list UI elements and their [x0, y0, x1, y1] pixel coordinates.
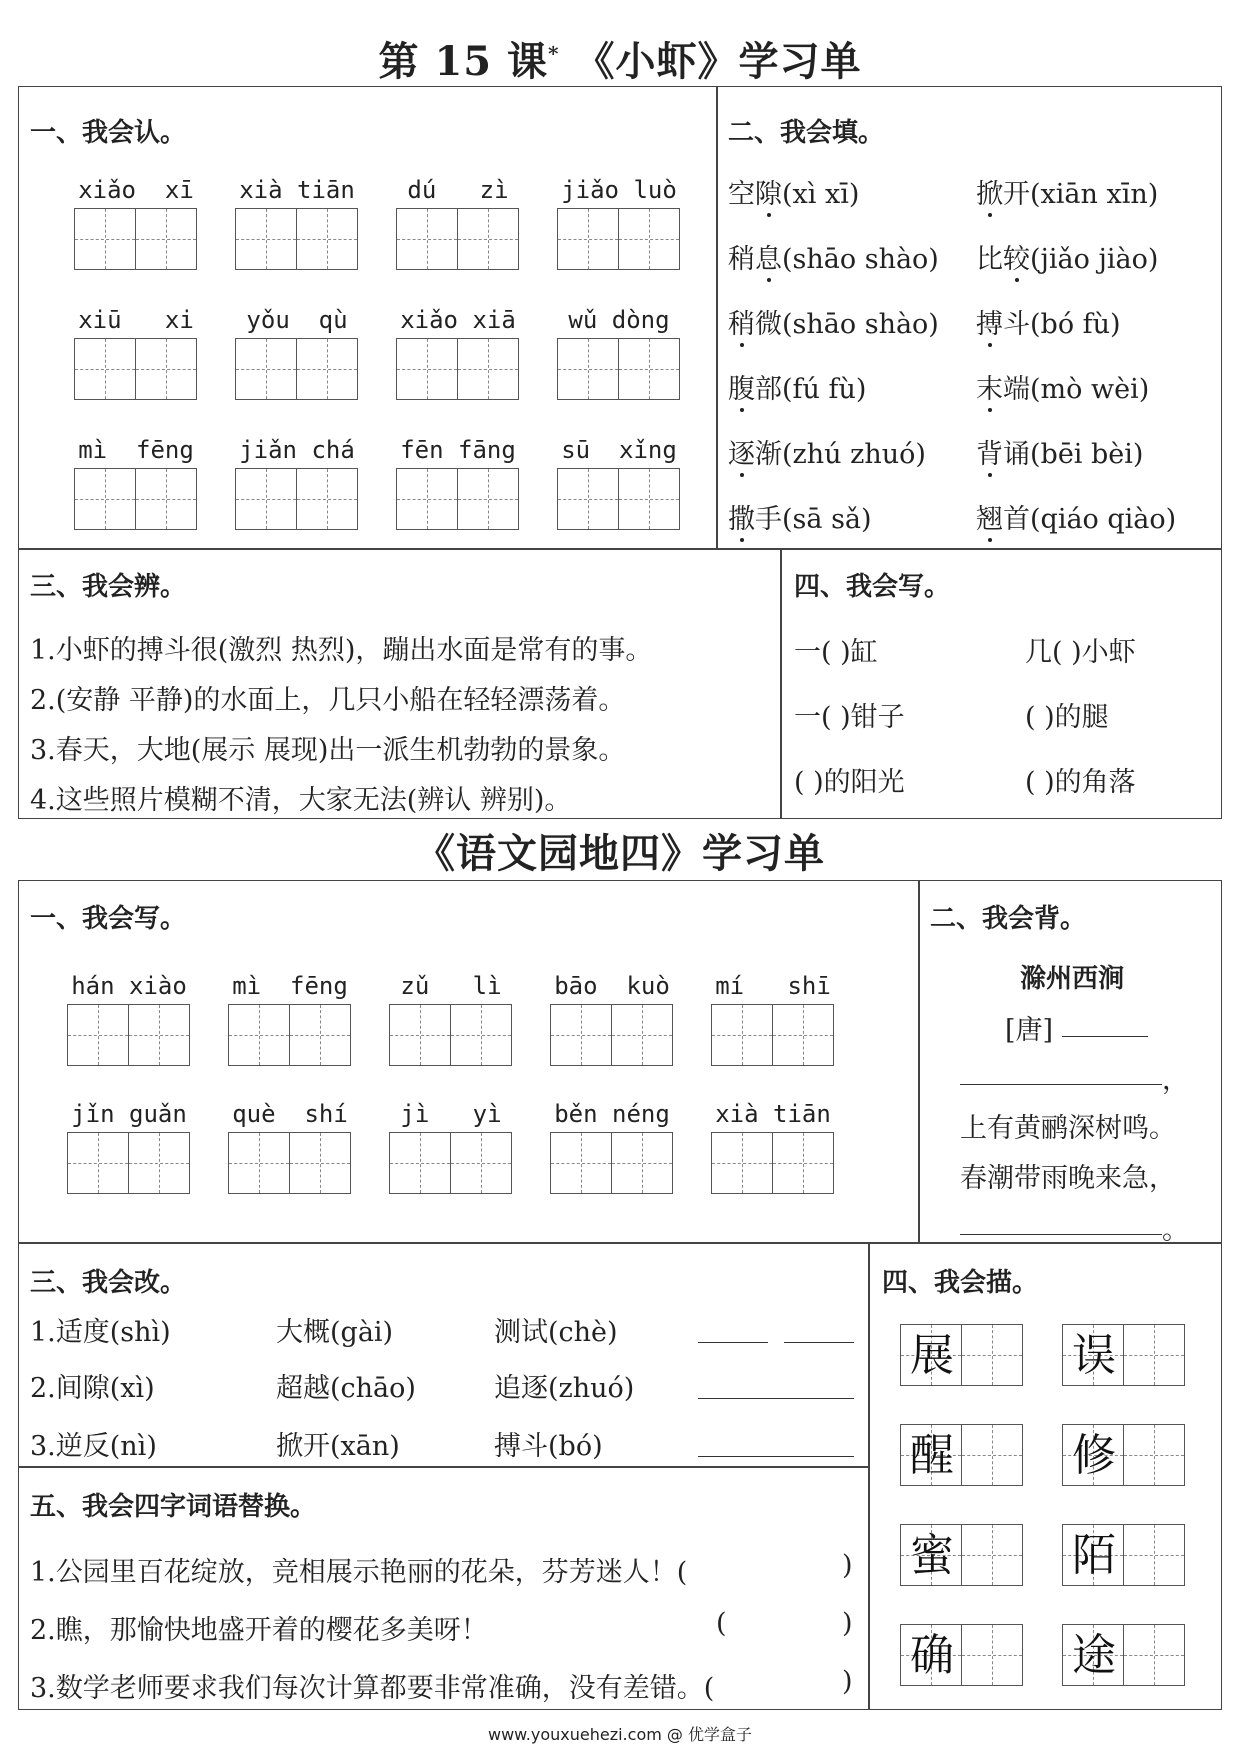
correct-item: 1.适度(shì)	[30, 1317, 171, 1348]
fill-dotted-char: 逐	[728, 432, 755, 471]
tianzige-cell[interactable]	[74, 208, 136, 270]
tianzige-cell[interactable]	[711, 1004, 773, 1066]
tianzige-cell[interactable]	[396, 468, 458, 530]
pinyin-label: mì fēng	[78, 436, 194, 464]
pinyin-label: sū xǐng	[561, 436, 677, 464]
fill-dotted-char: 搏	[976, 302, 1003, 341]
divider	[918, 880, 920, 1243]
fill-dotted-char: 末	[976, 367, 1003, 406]
tianzige-cell[interactable]	[228, 1004, 290, 1066]
tianzige-cell[interactable]	[289, 1004, 351, 1066]
poem-author-blank[interactable]	[1062, 1036, 1148, 1037]
fill-dotted-char: 息	[755, 237, 782, 276]
fill-item	[976, 172, 1158, 211]
section-heading: 一、我会写。	[30, 904, 187, 934]
pinyin-label: jiǎo luò	[561, 176, 677, 204]
tianzige-box[interactable]	[389, 1132, 512, 1194]
tianzige-cell[interactable]	[1123, 1524, 1185, 1586]
pinyin-label: dú zì	[407, 176, 509, 204]
fill-char: 空	[728, 179, 755, 210]
tianzige-cell[interactable]	[961, 1524, 1023, 1586]
trace-char: 修	[1072, 1430, 1116, 1481]
pinyin-label: wǔ dòng	[568, 306, 670, 334]
tianzige-cell[interactable]	[135, 468, 197, 530]
tianzige-cell[interactable]	[135, 208, 197, 270]
fill-item	[976, 497, 1176, 536]
poem-dynasty: [唐]	[1005, 1015, 1054, 1046]
pinyin-label: xià tiān	[239, 176, 355, 204]
tianzige-cell[interactable]	[550, 1132, 612, 1194]
tianzige-cell[interactable]	[900, 1424, 962, 1486]
answer-blank[interactable]	[698, 1342, 768, 1343]
fill-dotted-char: 撒	[728, 497, 755, 536]
fill-item	[728, 497, 872, 536]
tianzige-cell[interactable]	[67, 1004, 129, 1066]
fill-dotted-char: 翘	[976, 497, 1003, 536]
tianzige-cell[interactable]	[289, 1132, 351, 1194]
tianzige-box[interactable]	[396, 338, 519, 400]
fill-options: (shāo shào)	[782, 244, 939, 275]
trace-char: 途	[1072, 1630, 1116, 1681]
sheet1-title	[0, 30, 1240, 87]
tianzige-cell[interactable]	[235, 338, 297, 400]
pinyin-label: bāo kuò	[554, 972, 670, 1000]
tianzige-cell[interactable]	[557, 338, 619, 400]
pinyin-label: jì yì	[400, 1100, 502, 1128]
tianzige-cell[interactable]	[711, 1132, 773, 1194]
fill-char: 稍	[728, 244, 755, 275]
tianzige-box[interactable]	[557, 468, 680, 530]
tianzige-cell[interactable]	[772, 1132, 834, 1194]
paren-open: (	[716, 1608, 727, 1639]
pinyin-label: yǒu qù	[246, 306, 348, 334]
divider	[780, 548, 782, 819]
tianzige-cell[interactable]	[228, 1132, 290, 1194]
fill-item	[728, 367, 866, 406]
tianzige-box[interactable]	[396, 468, 519, 530]
section-heading: 五、我会四字词语替换。	[30, 1492, 317, 1522]
tianzige-box[interactable]	[389, 1004, 512, 1066]
poem-line: 上有黄鹂深树鸣。	[960, 1113, 1176, 1144]
tianzige-box[interactable]	[228, 1004, 351, 1066]
write-item: ( )的腿	[1025, 702, 1109, 733]
pinyin-label: mì fēng	[232, 972, 348, 1000]
correct-item: 搏斗(bó)	[494, 1431, 603, 1462]
tianzige-cell[interactable]	[1123, 1424, 1185, 1486]
section-heading: 二、我会背。	[930, 904, 1087, 934]
tianzige-cell[interactable]	[1123, 1624, 1185, 1686]
title-name: 《小虾》学习单	[574, 38, 862, 85]
replace-line: 2.瞧，那愉快地盛开着的樱花多美呀！	[30, 1615, 488, 1646]
pinyin-label: xià tiān	[715, 1100, 831, 1128]
tianzige-cell[interactable]	[296, 208, 358, 270]
tianzige-box[interactable]	[711, 1004, 834, 1066]
paren-close: )	[842, 1608, 853, 1639]
tianzige-cell[interactable]	[961, 1324, 1023, 1386]
fill-dotted-char: 背	[976, 432, 1003, 471]
tianzige-cell[interactable]	[457, 468, 519, 530]
write-item: ( )的阳光	[794, 767, 905, 798]
trace-char: 展	[910, 1330, 954, 1381]
fill-item	[728, 432, 926, 471]
paren-close: )	[842, 1666, 853, 1697]
answer-blank[interactable]	[698, 1456, 854, 1457]
fill-item	[976, 432, 1143, 471]
tianzige-cell[interactable]	[772, 1004, 834, 1066]
trace-char: 确	[910, 1630, 954, 1681]
trace-box[interactable]	[1062, 1624, 1185, 1686]
distinguish-line: 1.小虾的搏斗很(激烈 热烈)，蹦出水面是常有的事。	[30, 635, 653, 666]
tianzige-box[interactable]	[557, 208, 680, 270]
fill-item	[728, 302, 939, 341]
divider	[18, 548, 1222, 550]
tianzige-cell[interactable]	[1062, 1524, 1124, 1586]
tianzige-cell[interactable]	[961, 1424, 1023, 1486]
tianzige-cell[interactable]	[557, 468, 619, 530]
fill-item	[728, 172, 859, 211]
fill-options: 渐(zhú zhuó)	[755, 439, 926, 470]
footer: www.youxuehezi.com @ 优学盒子	[488, 1725, 752, 1744]
section-heading: 二、我会填。	[728, 118, 885, 148]
tianzige-cell[interactable]	[1062, 1324, 1124, 1386]
fill-dotted-char: 较	[1003, 237, 1030, 276]
fill-item	[728, 237, 939, 276]
tianzige-cell[interactable]	[1062, 1424, 1124, 1486]
tianzige-cell[interactable]	[128, 1004, 190, 1066]
correct-item: 3.逆反(nì)	[30, 1431, 157, 1462]
trace-char: 蜜	[910, 1530, 954, 1581]
tianzige-box[interactable]	[557, 338, 680, 400]
fill-options: (jiǎo jiào)	[1030, 244, 1159, 275]
pinyin-label: jǐn guǎn	[71, 1100, 187, 1128]
answer-blank[interactable]	[784, 1342, 854, 1343]
tianzige-cell[interactable]	[900, 1524, 962, 1586]
sheet2-title: 《语文园地四》学习单	[415, 830, 825, 877]
replace-line: 1.公园里百花绽放，竞相展示艳丽的花朵，芬芳迷人！(	[30, 1557, 688, 1588]
tianzige-cell[interactable]	[450, 1004, 512, 1066]
tianzige-cell[interactable]	[557, 208, 619, 270]
correct-item: 2.间隙(xì)	[30, 1373, 155, 1404]
tianzige-cell[interactable]	[128, 1132, 190, 1194]
tianzige-cell[interactable]	[74, 468, 136, 530]
fill-options: 微(shāo shào)	[755, 309, 939, 340]
fill-char: 比	[976, 244, 1003, 275]
fill-item	[976, 237, 1158, 276]
trace-char: 陌	[1072, 1530, 1116, 1581]
write-item: 几( )小虾	[1025, 637, 1136, 668]
tianzige-cell[interactable]	[450, 1132, 512, 1194]
divider	[18, 1466, 868, 1468]
tianzige-cell[interactable]	[900, 1624, 962, 1686]
tianzige-box[interactable]	[67, 1004, 190, 1066]
divider	[716, 86, 718, 549]
pinyin-label: què shí	[232, 1100, 348, 1128]
poem-line: 春潮带雨晚来急，	[960, 1163, 1176, 1194]
fill-options: 斗(bó fù)	[1003, 309, 1121, 340]
trace-box[interactable]	[900, 1524, 1023, 1586]
fill-options: 首(qiáo qiào)	[1003, 504, 1177, 535]
tianzige-cell[interactable]	[135, 338, 197, 400]
title-star: *	[548, 41, 560, 66]
tianzige-cell[interactable]	[296, 468, 358, 530]
correct-item: 大概(gài)	[276, 1317, 394, 1348]
tianzige-box[interactable]	[235, 338, 358, 400]
section-heading: 四、我会写。	[794, 572, 951, 602]
tianzige-box[interactable]	[235, 208, 358, 270]
pinyin-label: běn néng	[554, 1100, 670, 1128]
divider	[18, 1242, 1222, 1244]
fill-dotted-char: 掀	[976, 172, 1003, 211]
title-lesson: 第 15 课	[378, 38, 549, 85]
tianzige-cell[interactable]	[618, 468, 680, 530]
tianzige-box[interactable]	[711, 1132, 834, 1194]
write-item: ( )的角落	[1025, 767, 1136, 798]
pinyin-label: xiū xi	[78, 306, 194, 334]
tianzige-cell[interactable]	[457, 338, 519, 400]
pinyin-label: xiǎo xiā	[400, 306, 516, 334]
tianzige-cell[interactable]	[235, 468, 297, 530]
tianzige-box[interactable]	[74, 208, 197, 270]
trace-box[interactable]	[1062, 1424, 1185, 1486]
tianzige-cell[interactable]	[550, 1004, 612, 1066]
tianzige-cell[interactable]	[396, 208, 458, 270]
tianzige-box[interactable]	[74, 468, 197, 530]
tianzige-box[interactable]	[396, 208, 519, 270]
correct-item: 掀开(xān)	[276, 1431, 400, 1462]
trace-char: 误	[1072, 1330, 1116, 1381]
correct-item: 超越(chāo)	[276, 1373, 416, 1404]
write-item: 一( )钳子	[794, 702, 905, 733]
correct-item: 测试(chè)	[494, 1317, 618, 1348]
fill-dotted-char: 隙	[755, 172, 782, 211]
paren-close: )	[842, 1550, 853, 1581]
pinyin-label: fēn fāng	[400, 436, 516, 464]
trace-box[interactable]	[1062, 1324, 1185, 1386]
section-heading: 三、我会辨。	[30, 572, 187, 602]
tianzige-cell[interactable]	[74, 338, 136, 400]
distinguish-line: 4.这些照片模糊不清，大家无法(辨认 辨别)。	[30, 785, 572, 816]
fill-options: 诵(bēi bèi)	[1003, 439, 1144, 470]
fill-options: 开(xiān xīn)	[1003, 179, 1159, 210]
tianzige-box[interactable]	[228, 1132, 351, 1194]
correct-item: 追逐(zhuó)	[494, 1373, 635, 1404]
pinyin-label: jiǎn chá	[239, 436, 355, 464]
section-heading: 一、我会认。	[30, 118, 187, 148]
replace-line: 3.数学老师要求我们每次计算都要非常准确，没有差错。(	[30, 1673, 715, 1704]
distinguish-line: 3.春天，大地(展示 展现)出一派生机勃勃的景象。	[30, 735, 626, 766]
tianzige-cell[interactable]	[296, 338, 358, 400]
trace-char: 醒	[910, 1430, 954, 1481]
pinyin-label: mí shī	[715, 972, 831, 1000]
write-item: 一( )缸	[794, 637, 878, 668]
tianzige-box[interactable]	[550, 1132, 673, 1194]
poem-line4-blank[interactable]	[960, 1234, 1162, 1235]
poem-line1-blank[interactable]	[960, 1084, 1162, 1085]
tianzige-box[interactable]	[74, 338, 197, 400]
tianzige-box[interactable]	[550, 1004, 673, 1066]
tianzige-box[interactable]	[235, 468, 358, 530]
tianzige-cell[interactable]	[389, 1004, 451, 1066]
trace-box[interactable]	[1062, 1524, 1185, 1586]
tianzige-cell[interactable]	[611, 1004, 673, 1066]
pinyin-label: zǔ lì	[400, 972, 502, 1000]
tianzige-cell[interactable]	[1062, 1624, 1124, 1686]
trace-box[interactable]	[900, 1624, 1023, 1686]
distinguish-line: 2.(安静 平静)的水面上，几只小船在轻轻漂荡着。	[30, 685, 626, 716]
fill-options: 部(fú fù)	[755, 374, 867, 405]
poem-title: 滁州西涧	[1020, 964, 1125, 994]
trace-box[interactable]	[900, 1424, 1023, 1486]
fill-options: 手(sā sǎ)	[755, 504, 872, 535]
tianzige-cell[interactable]	[457, 208, 519, 270]
tianzige-cell[interactable]	[611, 1132, 673, 1194]
section-heading: 四、我会描。	[882, 1268, 1039, 1298]
tianzige-cell[interactable]	[235, 208, 297, 270]
fill-dotted-char: 稍	[728, 302, 755, 341]
tianzige-cell[interactable]	[389, 1132, 451, 1194]
poem-comma: ，	[1162, 1065, 1189, 1096]
trace-box[interactable]	[900, 1324, 1023, 1386]
tianzige-box[interactable]	[67, 1132, 190, 1194]
fill-options: 端(mò wèi)	[1003, 374, 1150, 405]
poem-period: 。	[1162, 1215, 1189, 1246]
tianzige-cell[interactable]	[618, 338, 680, 400]
tianzige-cell[interactable]	[67, 1132, 129, 1194]
pinyin-label: xiǎo xī	[78, 176, 194, 204]
tianzige-cell[interactable]	[618, 208, 680, 270]
fill-options: (xì xī)	[782, 179, 860, 210]
fill-dotted-char: 腹	[728, 367, 755, 406]
tianzige-cell[interactable]	[900, 1324, 962, 1386]
tianzige-cell[interactable]	[961, 1624, 1023, 1686]
tianzige-cell[interactable]	[1123, 1324, 1185, 1386]
divider	[868, 1242, 870, 1710]
fill-item	[976, 302, 1121, 341]
answer-blank[interactable]	[698, 1398, 854, 1399]
section-heading: 三、我会改。	[30, 1268, 187, 1298]
fill-item	[976, 367, 1149, 406]
tianzige-cell[interactable]	[396, 338, 458, 400]
pinyin-label: hán xiào	[71, 972, 187, 1000]
